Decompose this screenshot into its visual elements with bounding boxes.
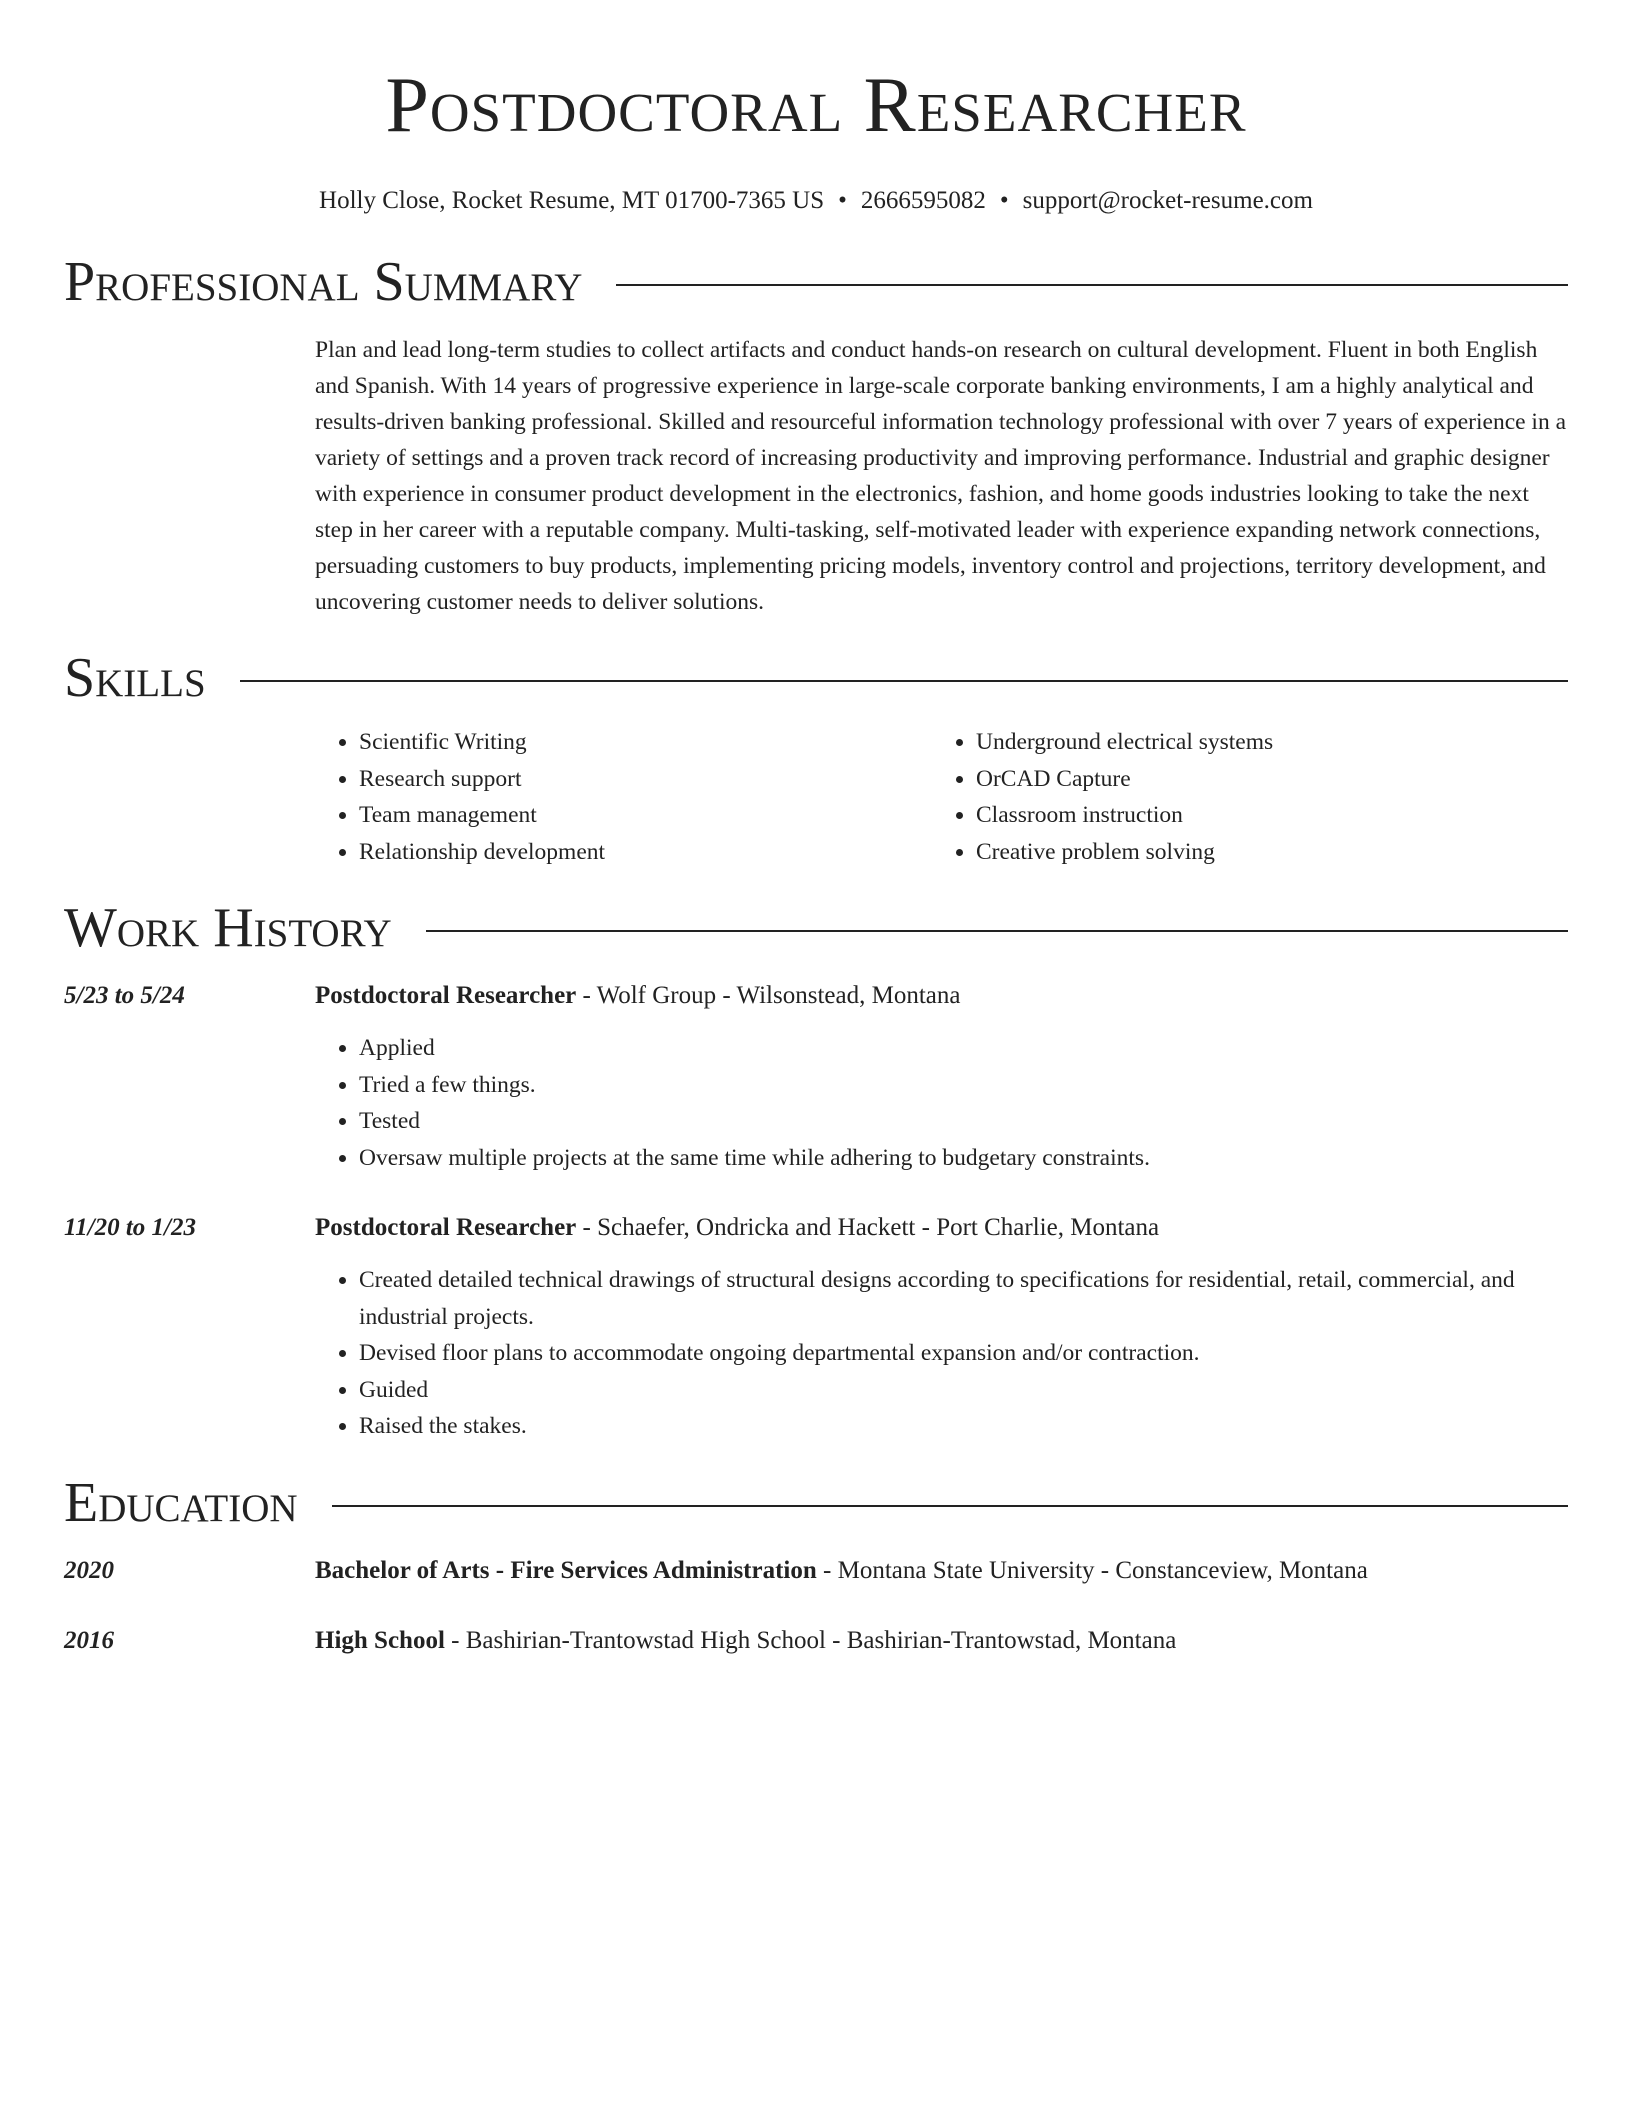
work-bullet: • Created detailed technical drawings of structural designs according to specifications for residential, retail, commercial, and industrial projects. <box>359 1262 1568 1335</box>
job-title: Postdoctoral Researcher <box>315 1214 577 1241</box>
skill-item: • Classroom instruction <box>976 797 1549 834</box>
skill-item: • Relationship development <box>359 834 932 871</box>
degree-name: Bachelor of Arts - Fire Services Administration <box>315 1556 817 1584</box>
contact-address: Holly Close, Rocket Resume, MT 01700-7365 US <box>319 187 825 214</box>
education-title-line <box>315 1623 1568 1659</box>
work-bullet: • Tested <box>359 1103 1568 1140</box>
work-bullets <box>315 1262 1568 1445</box>
work-bullet: • Devised floor plans to accommodate ongoing departmental expansion and/or contraction. <box>359 1335 1568 1372</box>
education-entry-body <box>315 1553 1568 1589</box>
section-divider <box>332 1505 1568 1507</box>
job-details: - Wolf Group - Wilsonstead, Montana <box>576 982 961 1009</box>
work-dates: 5/23 to 5/24 <box>64 982 185 1009</box>
work-bullet: • Tried a few things. <box>359 1067 1568 1104</box>
contact-line <box>64 186 1568 216</box>
section-header-work <box>64 896 1568 960</box>
education-details: - Bashirian-Trantowstad High School - Bashirian-Trantowstad, Montana <box>444 1626 1177 1654</box>
skills-column-left <box>315 724 932 870</box>
contact-separator: • <box>838 187 847 214</box>
skill-item: • Scientific Writing <box>359 724 932 761</box>
section-title-skills: Skills <box>64 647 206 709</box>
section-title-work: Work History <box>64 897 392 959</box>
work-bullet: • Oversaw multiple projects at the same time while adhering to budgetary constraints. <box>359 1140 1568 1177</box>
work-title-line <box>315 978 1568 1014</box>
education-entry-body <box>315 1623 1568 1659</box>
work-bullets <box>315 1030 1568 1176</box>
summary-text: Plan and lead long-term studies to collect artifacts and conduct hands-on research on cultural development. Fluent in both English and Spanish. With 14 years of progressive experience in large-scale corporate banking environments, I am a highly analytical and results-driven banking professional. Skilled and resourceful information technology professional with over 7 years of experience in a variety of settings and a proven track record of increasing productivity and improving performance. Industrial and graphic designer with experience in consumer product development in the electronics, fashion, and home goods industries looking to take the next step in her career with a reputable company. Multi-tasking, self-motivated leader with experience expanding network connections, persuading customers to buy products, implementing pricing models, inventory control and projections, territory development, and uncovering customer needs to deliver solutions. <box>315 337 1567 615</box>
education-year: 2016 <box>64 1626 114 1654</box>
section-header-education <box>64 1471 1568 1535</box>
work-entry-body <box>315 1210 1568 1445</box>
skill-item: • OrCAD Capture <box>976 761 1549 798</box>
work-entry-body <box>315 978 1568 1176</box>
contact-phone: 2666595082 <box>860 187 986 214</box>
section-header-skills <box>64 646 1568 710</box>
section-divider <box>240 680 1568 682</box>
contact-email: support@rocket-resume.com <box>1022 187 1313 214</box>
section-divider <box>426 930 1568 932</box>
skill-item: • Research support <box>359 761 932 798</box>
skill-item: • Team management <box>359 797 932 834</box>
contact-separator: • <box>999 187 1009 214</box>
skill-item: • Underground electrical systems <box>976 724 1549 761</box>
job-title: Postdoctoral Researcher <box>315 982 577 1009</box>
resume-title: Postdoctoral Researcher <box>385 61 1247 148</box>
education-year: 2020 <box>64 1556 114 1584</box>
work-bullet: • Raised the stakes. <box>359 1408 1568 1445</box>
education-entry <box>64 1553 1568 1589</box>
education-title-line <box>315 1553 1568 1589</box>
section-title-summary: Professional Summary <box>64 251 583 313</box>
job-details: - Schaefer, Ondricka and Hackett - Port Charlie, Montana <box>576 1214 1160 1241</box>
work-dates: 11/20 to 1/23 <box>64 1214 196 1241</box>
skills-list <box>315 724 1568 870</box>
work-entry <box>64 978 1568 1176</box>
section-divider <box>616 284 1568 286</box>
education-entry <box>64 1623 1568 1659</box>
skills-column-right <box>932 724 1549 870</box>
education-details: - Montana State University - Constanceview, Montana <box>816 1556 1368 1584</box>
section-title-education: Education <box>64 1471 298 1534</box>
skill-item: • Creative problem solving <box>976 834 1549 871</box>
work-entry <box>64 1210 1568 1445</box>
work-bullet: • Guided <box>359 1372 1568 1409</box>
work-title-line <box>315 1210 1568 1246</box>
work-bullet: • Applied <box>359 1030 1568 1067</box>
section-header-summary <box>64 250 1568 314</box>
degree-name: High School <box>315 1626 445 1654</box>
